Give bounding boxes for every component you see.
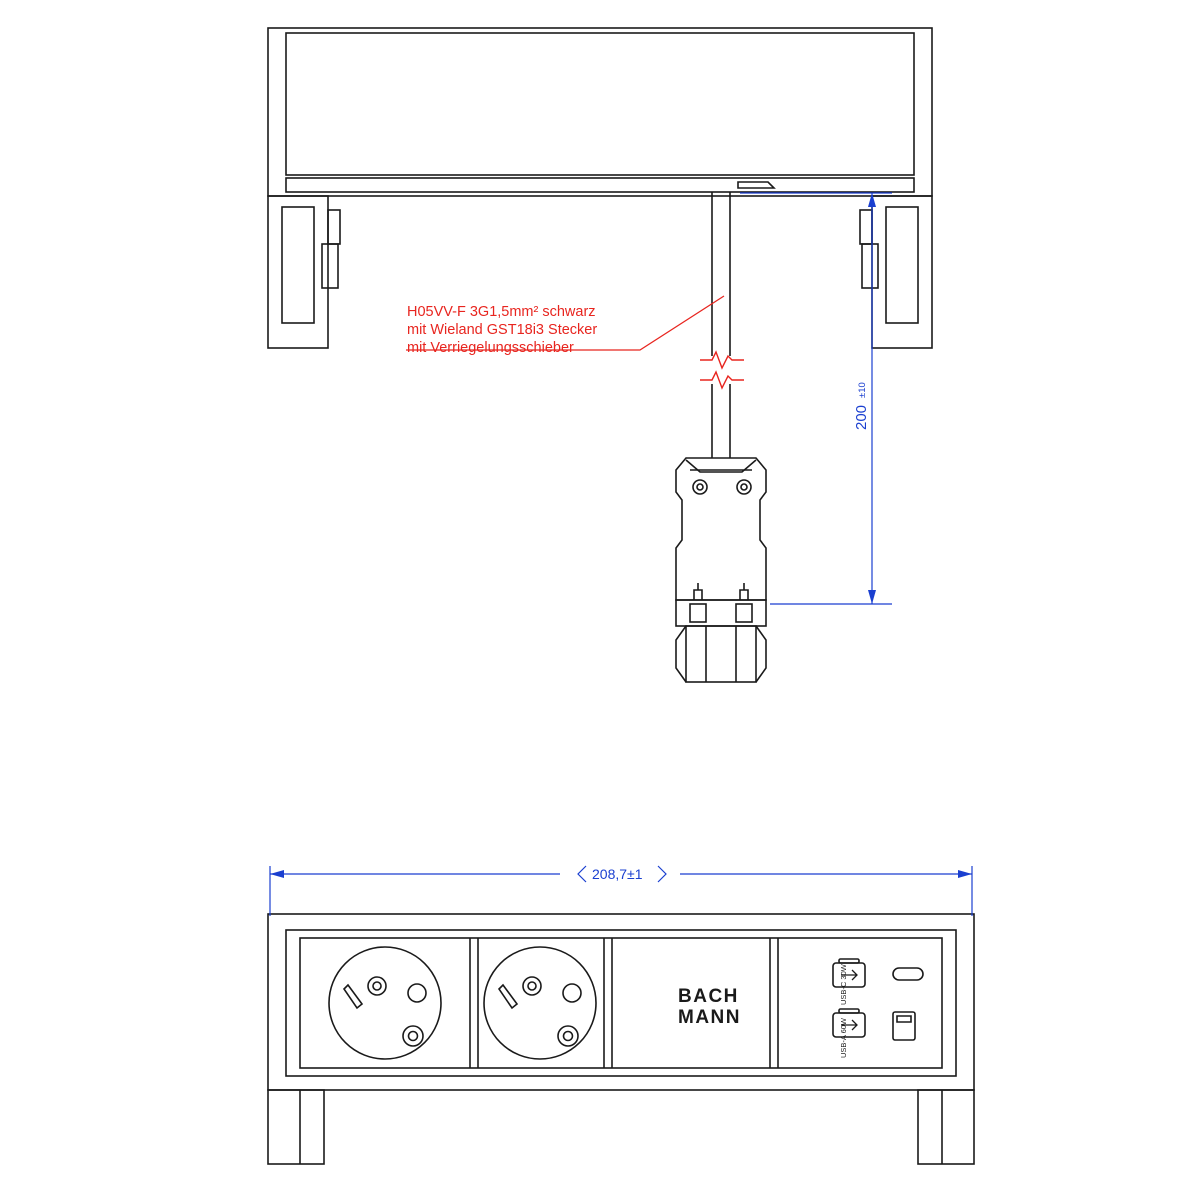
usb-c-icon xyxy=(833,959,865,987)
right-mount-inner xyxy=(886,207,918,323)
connector-pin-right xyxy=(736,604,752,622)
left-clamp-tab-lower xyxy=(322,244,338,288)
width-bracket-left xyxy=(578,866,586,882)
cable-gland-detail xyxy=(738,182,774,188)
front-housing-inner xyxy=(286,930,956,1076)
right-clamp-tab-lower xyxy=(862,244,878,288)
width-arrow-right xyxy=(958,870,972,878)
width-arrow-left xyxy=(270,870,284,878)
annotation-line-2: mit Wieland GST18i3 Stecker xyxy=(407,322,598,338)
brand-text-line-1: BACH xyxy=(678,986,739,1007)
cable-length-label-group xyxy=(853,382,870,430)
usb-a-label: USB-A 60W xyxy=(839,1017,848,1058)
right-mount-bracket xyxy=(872,196,932,348)
cable-length-tolerance: ±10 xyxy=(857,382,868,398)
usb-a-port-tongue xyxy=(897,1016,911,1022)
right-clamp-tab-upper xyxy=(860,210,872,244)
usb-c-label: USB-C 30W xyxy=(839,964,848,1005)
housing-inner-band xyxy=(286,33,914,175)
connector-body-lower xyxy=(686,626,756,682)
socket-1 xyxy=(329,947,441,1059)
usb-module xyxy=(833,959,923,1058)
front-left-leg xyxy=(268,1090,324,1164)
brand-text-line-2: MANN xyxy=(678,1007,741,1028)
connector-pin-left xyxy=(690,604,706,622)
front-housing-outline xyxy=(268,914,974,1090)
cable-length-dimension xyxy=(740,193,892,604)
annotation-line-3: mit Verriegelungsschieber xyxy=(407,340,574,356)
brand-plate xyxy=(678,986,741,1028)
usb-a-label-group xyxy=(839,1017,848,1058)
left-mount-inner xyxy=(282,207,314,323)
housing-lower-band xyxy=(286,178,914,192)
cable-break-symbol-upper xyxy=(700,352,744,368)
socket-2 xyxy=(484,947,596,1059)
usb-a-icon xyxy=(833,1009,865,1037)
cable-lower-segment xyxy=(712,384,730,458)
usb-c-port-opening xyxy=(893,968,923,980)
front-right-leg xyxy=(918,1090,974,1164)
front-view-group xyxy=(268,914,974,1164)
cable-length-value: 200 xyxy=(853,404,870,430)
dim-arrow-top xyxy=(868,193,876,207)
dim-arrow-bottom xyxy=(868,590,876,604)
top-view-group xyxy=(268,28,932,682)
usb-c-label-group xyxy=(839,963,848,1005)
cable-annotation-group xyxy=(406,296,724,356)
housing-outline xyxy=(268,28,932,196)
annotation-line-1: H05VV-F 3G1,5mm² schwarz xyxy=(407,304,596,320)
left-mount-bracket xyxy=(268,196,328,348)
cable-upper-segment xyxy=(712,192,730,356)
cable-break-symbol-lower xyxy=(700,372,744,388)
overall-width-label: 208,7±1 xyxy=(592,866,643,882)
width-bracket-right xyxy=(658,866,666,882)
left-clamp-tab-upper xyxy=(328,210,340,244)
gst18i3-connector xyxy=(676,458,766,682)
